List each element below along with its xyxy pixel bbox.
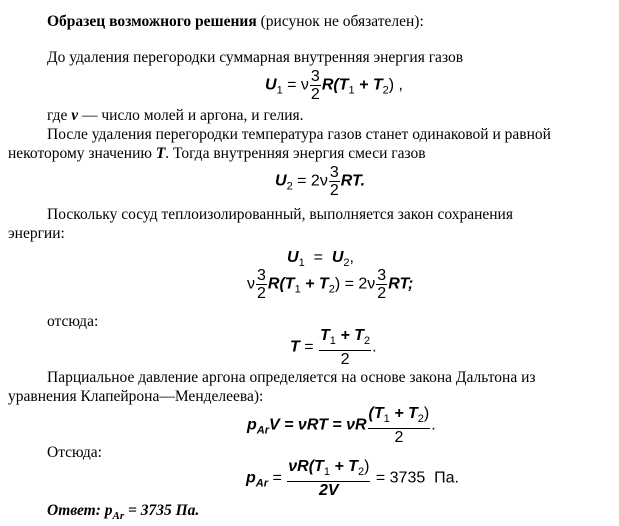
heading: Образец возможного решения (рисунок не обязателен): (47, 13, 424, 30)
formula-p-ar: $p_{Ar}$ = $\frac{\nu R(T_1 + T_2)}{2V}$ = 3735 Па. (246, 458, 459, 499)
formula-t: T = $\frac{T_1 + T_2}{2}$ . (290, 327, 377, 368)
paragraph-some-value: некоторому значению T. Тогда внутренняя энергия смеси газов (8, 145, 426, 162)
formula-energy-balance: ν $\frac{3}{2}$ $R(T_1 + T_2) = 2\nu$ $\frac{3}{2}$ RT; (247, 267, 414, 302)
paragraph-energy-before: До удаления перегородки суммарная внутренняя энергия газов (47, 49, 464, 66)
formula-u2: $U_2 = 2\nu$ $\frac{3}{2}$ RT. (275, 164, 366, 199)
paragraph-where-nu: где ν — число молей и аргона, и гелия. (47, 107, 304, 124)
formula-u1: $U_1 = \nu$ $\frac{3}{2}$ $R(T_1 + T_2)$ , (265, 68, 403, 103)
paragraph-energy: энергии: (8, 225, 65, 242)
paragraph-hence: отсюда: (47, 313, 99, 330)
paragraph-clapeyron: уравнения Клапейрона—Менделеева): (8, 388, 264, 405)
paragraph-therefore: Отсюда: (47, 444, 102, 461)
fraction-3-2: $\frac{3}{2}$ (310, 68, 320, 103)
paragraph-after-removal: После удаления перегородки температура газов станет одинаковой и равной (47, 126, 551, 143)
formula-p-ar-v: $p_{Ar}V = \nu RT = \nu R$ $\frac{(T_1 + T_2)}{2}$ . (247, 405, 436, 446)
formula-u1-eq-u2: $U_1 = U_2$, (287, 249, 354, 269)
paragraph-conservation: Поскольку сосуд теплоизолированный, выполняется закон сохранения (47, 206, 513, 223)
answer: Ответ: $p_{Ar} = 3735$ Па. (47, 502, 200, 523)
paragraph-partial-pressure: Парциальное давление аргона определяется на основе закона Дальтона из (47, 369, 536, 386)
